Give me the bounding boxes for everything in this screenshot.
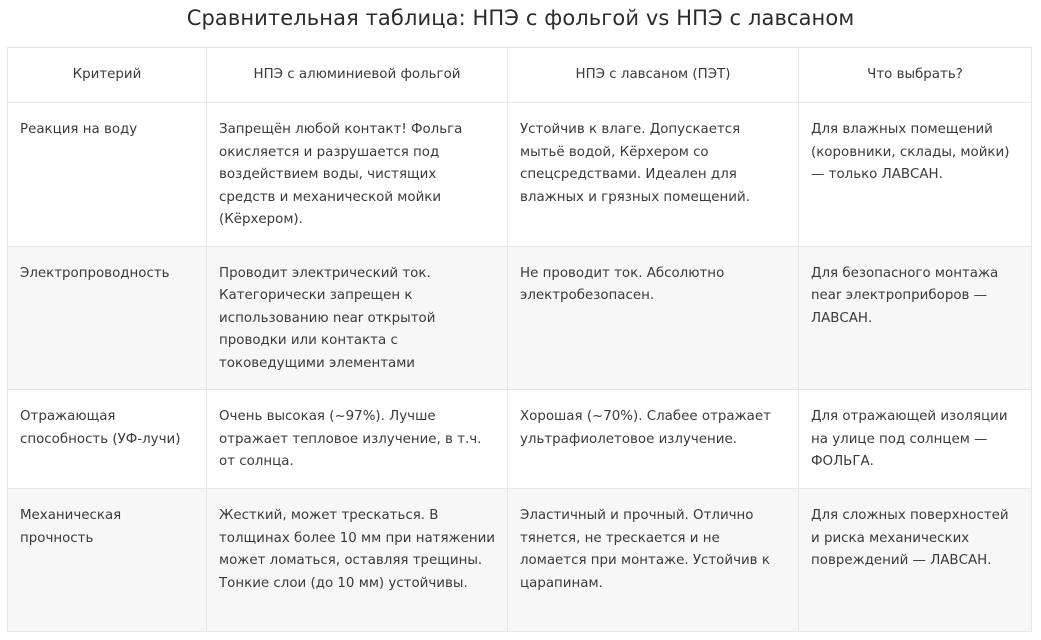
table-row (8, 489, 1032, 632)
foil-cell: Очень высокая (~97%). Лучше отражает тепловое излучение, в т.ч. от солнца. (207, 390, 508, 489)
criterion-cell: Электропроводность (8, 246, 207, 390)
column-header-criterion: Критерий (8, 48, 207, 103)
table-header (8, 48, 1032, 103)
recommendation-cell: Для безопасного монтажа near электроприборов — ЛАВСАН. (799, 246, 1032, 390)
lavsan-cell: Хорошая (~70%). Слабее отражает ультрафиолетовое излучение. (508, 390, 799, 489)
page-title: Сравнительная таблица: НПЭ с фольгой vs НПЭ с лавсаном (186, 6, 855, 30)
lavsan-cell: Эластичный и прочный. Отлично тянется, не трескается и не ломается при монтаже. Устойчив к царапинам. (508, 489, 799, 632)
table-row (8, 246, 1032, 390)
recommendation-cell: Для влажных помещений (коровники, склады, мойки) — только ЛАВСАН. (799, 103, 1032, 247)
table-row (8, 390, 1032, 489)
column-header-foil: НПЭ с алюминиевой фольгой (207, 48, 508, 103)
criterion-cell: Отражающая способность (УФ-лучи) (8, 390, 207, 489)
criterion-cell: Механическая прочность (8, 489, 207, 632)
table-body (8, 103, 1032, 632)
comparison-table (7, 47, 1032, 632)
table-header-row (8, 48, 1032, 103)
column-header-lavsan: НПЭ с лавсаном (ПЭТ) (508, 48, 799, 103)
foil-cell: Запрещён любой контакт! Фольга окисляется и разрушается под воздействием воды, чистящих средств и механической мойки (Кёрхером). (207, 103, 508, 247)
recommendation-cell: Для отражающей изоляции на улице под солнцем — ФОЛЬГА. (799, 390, 1032, 489)
column-header-recommendation: Что выбрать? (799, 48, 1032, 103)
criterion-cell: Реакция на воду (8, 103, 207, 247)
recommendation-cell: Для сложных поверхностей и риска механических повреждений — ЛАВСАН. (799, 489, 1032, 632)
lavsan-cell: Устойчив к влаге. Допускается мытьё водой, Кёрхером со спецсредствами. Идеален для влажных и грязных помещений. (508, 103, 799, 247)
foil-cell: Проводит электрический ток. Категорически запрещен к использованию near открытой проводки или контакта с токоведущими элементами (207, 246, 508, 390)
lavsan-cell: Не проводит ток. Абсолютно электробезопасен. (508, 246, 799, 390)
foil-cell: Жесткий, может трескаться. В толщинах более 10 мм при натяжении может ломаться, оставляя трещины. Тонкие слои (до 10 мм) устойчивы. (207, 489, 508, 632)
table-row (8, 103, 1032, 247)
